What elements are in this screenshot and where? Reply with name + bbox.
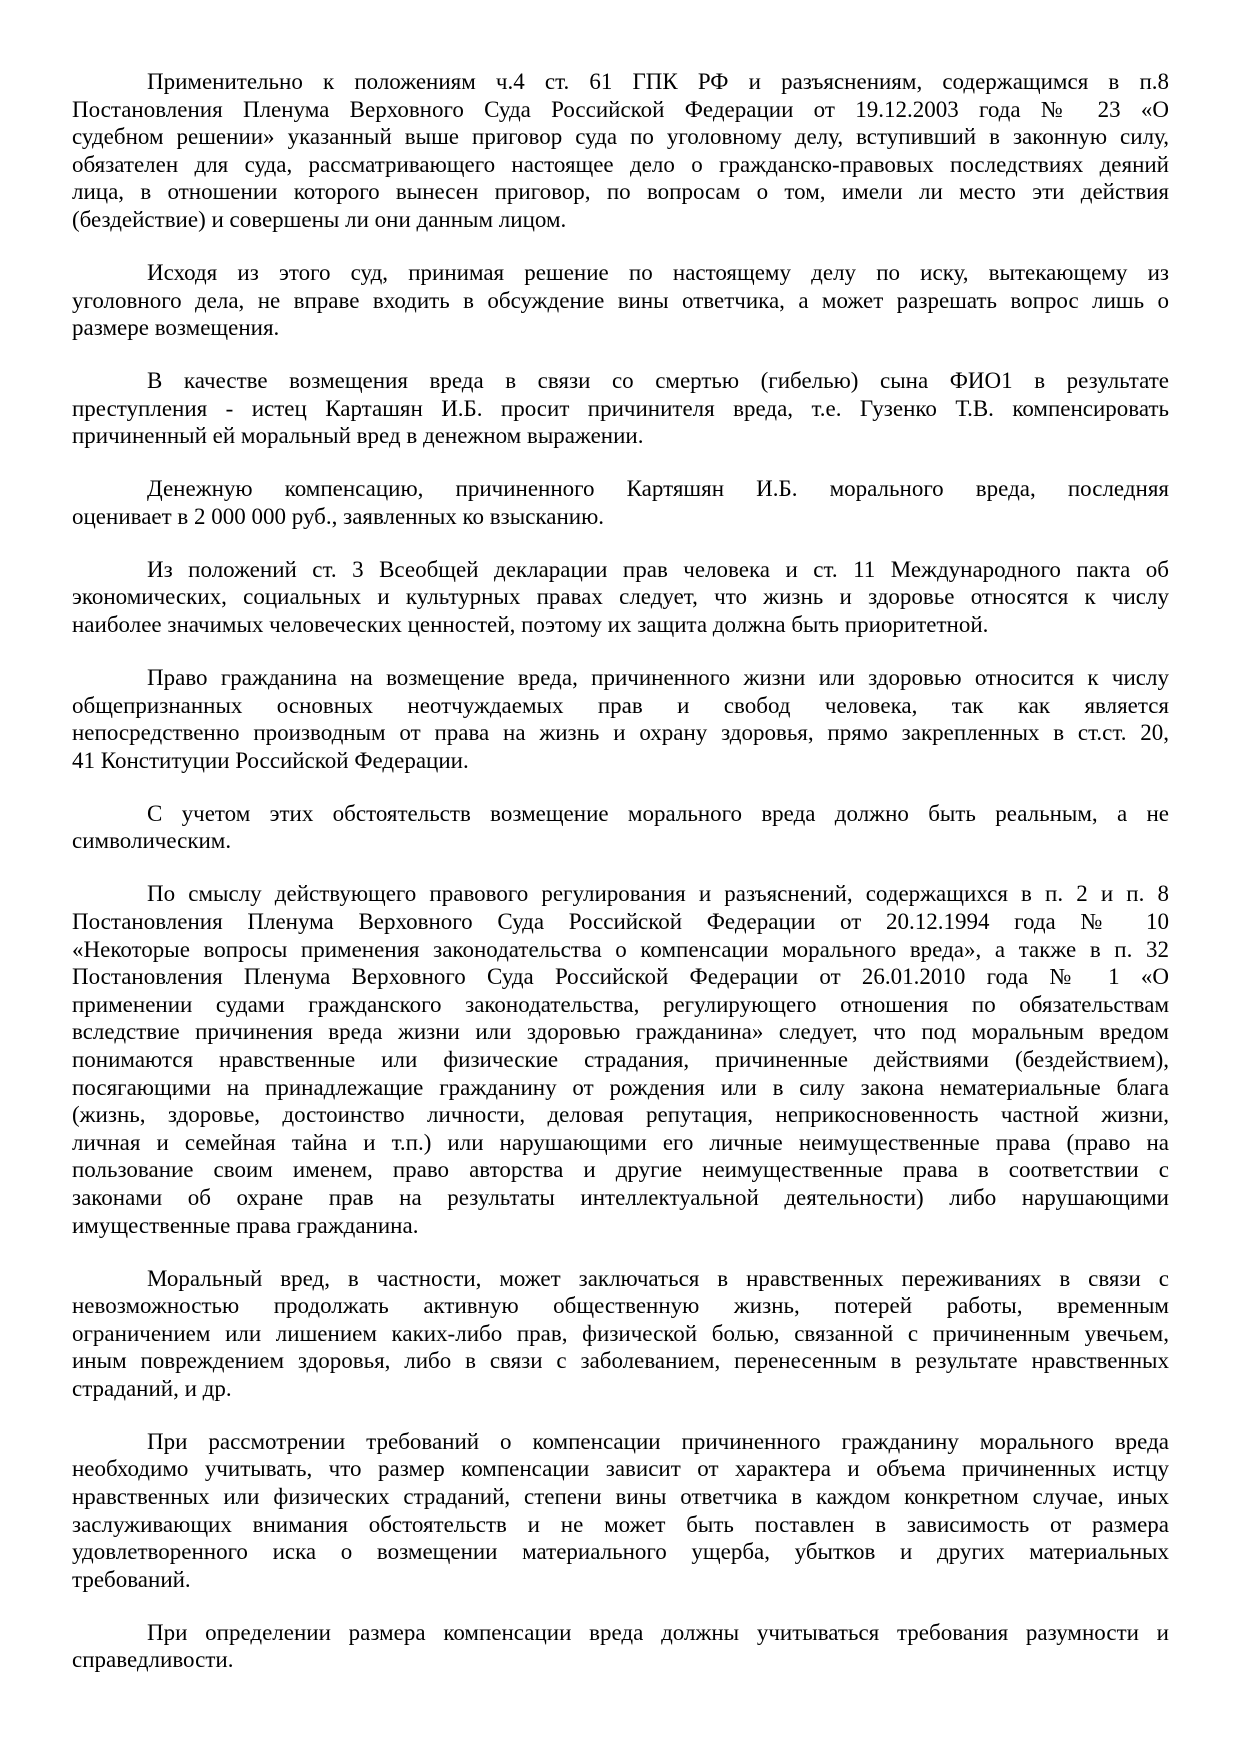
text-line: Денежную компенсацию, причиненного Картяшян И.Б. морального вреда, последняя [147,476,1169,502]
text-line: С учетом этих обстоятельств возмещение морального вреда должно быть реальным, а не [147,800,1169,826]
text-line: При рассмотрении требований о компенсации причиненного гражданину морального вреда [147,1428,1169,1454]
text-line: требований. [72,1566,191,1592]
text-line: применении судами гражданского законодательства, регулирующего отношения по обязательствам [72,991,1169,1017]
text-line: удовлетворенного иска о возмещении материального ущерба, убытков и других материальных [72,1539,1169,1565]
text-line: посягающими на принадлежащие гражданину от рождения или в силу закона нематериальные блага [72,1074,1169,1100]
paragraph [72,1265,1169,1403]
text-line: 41 Конституции Российской Федерации. [72,747,469,773]
paragraph [72,1428,1169,1594]
text-line: законами об охране прав на результаты интеллектуальной деятельности) либо нарушающими [72,1184,1169,1210]
text-line: Право гражданина на возмещение вреда, причиненного жизни или здоровью относится к числу [147,665,1169,691]
text-line: Постановления Пленума Верховного Суда Российской Федерации от 20.12.1994 года № 10 [72,908,1169,934]
text-line: непосредственно производным от права на жизнь и охрану здоровья, прямо закрепленных в ст.ст. 20, [72,720,1169,746]
text-line: Из положений ст. 3 Всеобщей декларации прав человека и ст. 11 Международного пакта об [147,556,1169,582]
text-line: ограничением или лишением каких-либо прав, физической болью, связанной с причиненным увечьем, [72,1320,1169,1346]
paragraph [72,259,1169,342]
text-line: личная и семейная тайна и т.п.) или нарушающими его личные неимущественные права (право на [72,1129,1169,1155]
paragraph [72,1619,1169,1674]
text-line: невозможностью продолжать активную общественную жизнь, потерей работы, временным [72,1293,1169,1319]
text-line: необходимо учитывать, что размер компенсации зависит от характера и объема причиненных истцу [72,1456,1169,1482]
text-line: общепризнанных основных неотчуждаемых прав и свобод человека, так как является [72,692,1169,718]
paragraph [72,880,1169,1239]
paragraph [72,556,1169,639]
text-line: заслуживающих внимания обстоятельств и не может быть поставлен в зависимость от размера [72,1511,1169,1537]
text-line: страданий, и др. [72,1375,232,1401]
paragraph [72,800,1169,855]
paragraph [72,475,1169,530]
text-line: Применительно к положениям ч.4 ст. 61 ГПК РФ и разъяснениям, содержащимся в п.8 [147,69,1169,94]
text-line: Исходя из этого суд, принимая решение по настоящему делу по иску, вытекающему из [147,259,1169,285]
text-line: экономических, социальных и культурных правах следует, что жизнь и здоровье относятся к числу [72,584,1169,610]
text-line: наиболее значимых человеческих ценностей, поэтому их защита должна быть приоритетной. [72,612,989,638]
text-line: иным повреждением здоровья, либо в связи с заболеванием, перенесенным в результате нравственных [72,1348,1169,1374]
text-line: По смыслу действующего правового регулирования и разъяснений, содержащихся в п. 2 и п. 8 [147,881,1169,907]
text-line: причиненный ей моральный вред в денежном выражении. [72,423,644,449]
text-line: оценивает в 2 000 000 руб., заявленных ко взысканию. [72,503,604,529]
text-line: Моральный вред, в частности, может заключаться в нравственных переживаниях в связи с [147,1265,1169,1291]
paragraph [72,367,1169,450]
text-line: (бездействие) и совершены ли они данным лицом. [72,206,567,232]
text-line: пользование своим именем, право авторства и другие неимущественные права в соответствии с [72,1157,1169,1183]
text-line: понимаются нравственные или физические страдания, причиненные действиями (бездействием), [72,1046,1169,1072]
text-line: лица, в отношении которого вынесен приговор, по вопросам о том, имели ли место эти действия [72,179,1169,205]
document-page [72,68,1169,1699]
text-line: судебном решении» указанный выше приговор суда по уголовному делу, вступивший в законную силу, [72,124,1169,150]
text-line: обязателен для суда, рассматривающего настоящее дело о гражданско-правовых последствиях деяний [72,151,1169,177]
text-line: уголовного дела, не вправе входить в обсуждение вины ответчика, а может разрешать вопрос лишь о [72,287,1169,313]
text-line: преступления - истец Карташян И.Б. просит причинителя вреда, т.е. Гузенко Т.В. компенсировать [72,395,1169,421]
text-line: (жизнь, здоровье, достоинство личности, деловая репутация, неприкосновенность частной жизни, [72,1102,1169,1128]
text-line: размере возмещения. [72,315,280,341]
text-line: символическим. [72,828,232,854]
text-line: Постановления Пленума Верховного Суда Российской Федерации от 19.12.2003 года № 23 «О [72,96,1169,122]
text-line: вследствие причинения вреда жизни или здоровью гражданина» следует, что под моральным вредом [72,1019,1169,1045]
text-line: «Некоторые вопросы применения законодательства о компенсации морального вреда», а также в п. 32 [72,936,1169,962]
text-line: При определении размера компенсации вреда должны учитываться требования разумности и [147,1619,1169,1645]
text-line: Постановления Пленума Верховного Суда Российской Федерации от 26.01.2010 года № 1 «О [72,964,1169,990]
paragraph [72,68,1169,234]
text-line: имущественные права гражданина. [72,1212,419,1238]
paragraph [72,664,1169,774]
text-line: справедливости. [72,1647,234,1673]
text-line: нравственных или физических страданий, степени вины ответчика в каждом конкретном случае, иных [72,1484,1169,1510]
text-line: В качестве возмещения вреда в связи со смертью (гибелью) сына ФИО1 в результате [147,368,1169,394]
